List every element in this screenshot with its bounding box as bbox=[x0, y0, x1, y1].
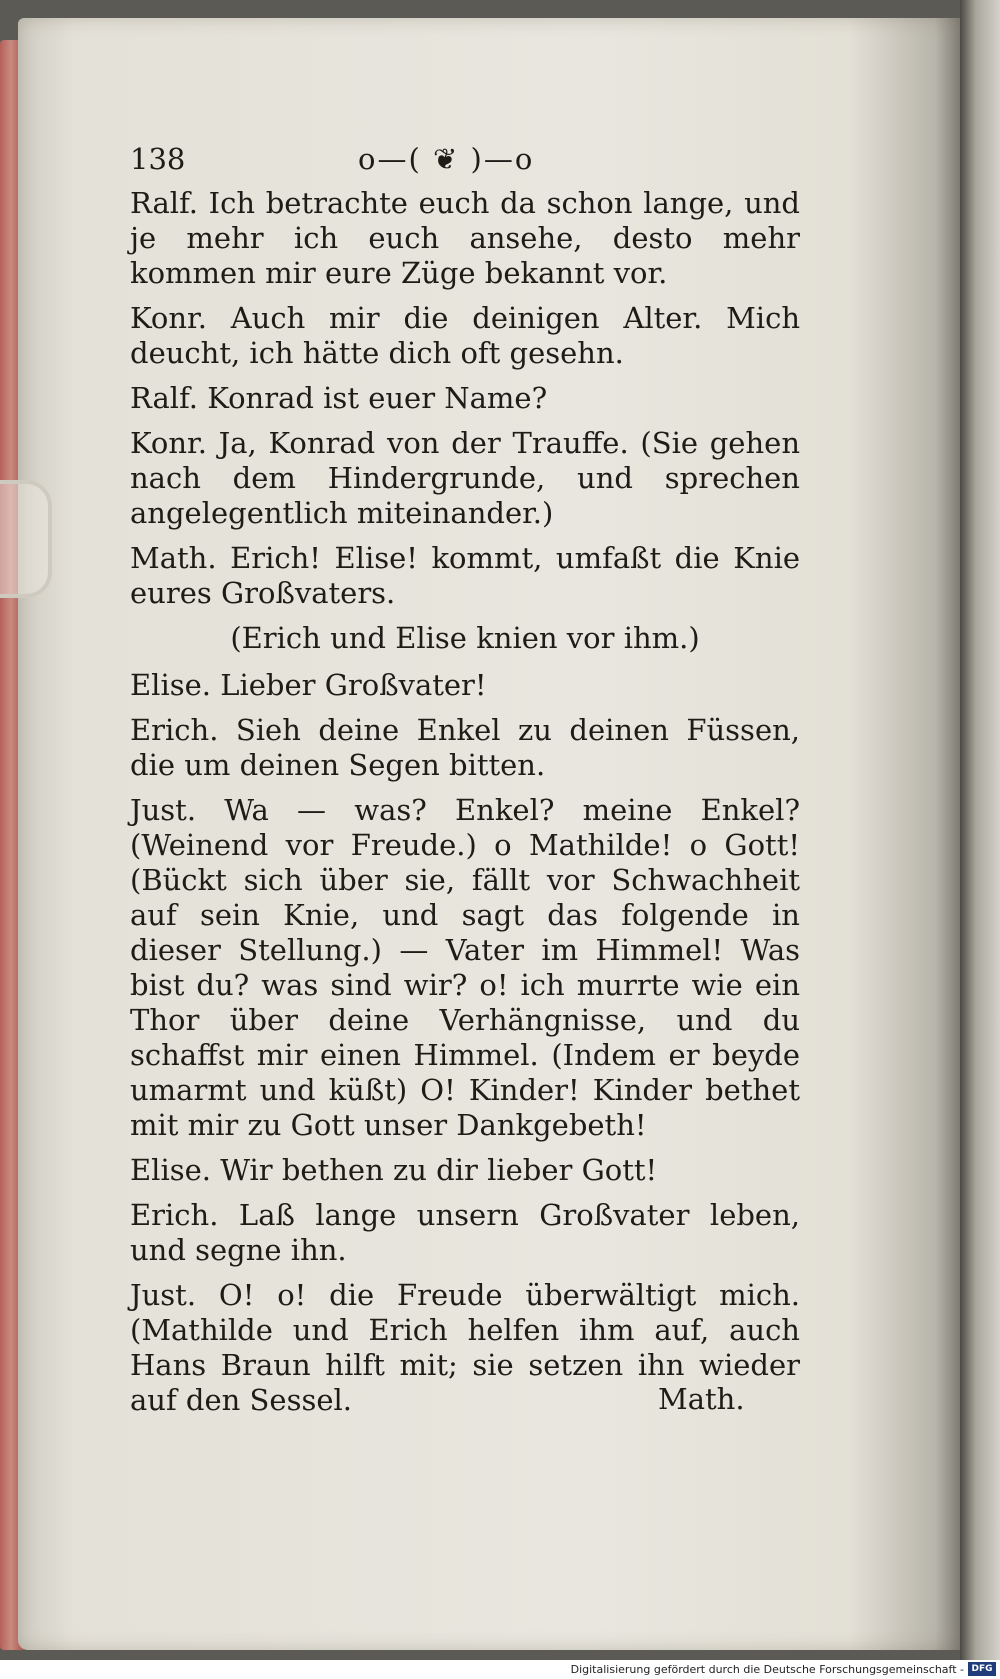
funding-credit: Digitalisierung gefördert durch die Deutsche Forschungsgemeinschaft - bbox=[570, 1663, 964, 1676]
paragraph: Elise. Lieber Großvater! bbox=[130, 668, 487, 702]
digitization-footer bbox=[0, 1660, 1000, 1679]
facing-page-edge bbox=[960, 0, 1000, 1660]
page-text bbox=[130, 140, 800, 1428]
catchword: Math. bbox=[658, 1382, 745, 1416]
stage-direction: (Erich und Elise knien vor ihm.) bbox=[230, 621, 700, 655]
paragraph: Konr. Ja, Konrad von der Trauffe. (Sie gehen nach dem Hindergrunde, und sprechen angelegentlich miteinander.) bbox=[130, 426, 800, 530]
paragraph: Ralf. Konrad ist euer Name? bbox=[130, 381, 548, 415]
page-number: 138 bbox=[130, 142, 186, 176]
paragraph: Just. Wa — was? Enkel? meine Enkel? (Weinend vor Freude.) o Mathilde! o Gott! (Bückt sich über sie, fällt vor Schwachheit auf sein Knie, und sagt das folgende in dieser Stellung.) — Vater im Himmel! Was bist du? was sind wir? o! ich murrte wie ein Thor über deine Verhängnisse, und du schaffst mir einen Himmel. (Indem er beyde umarmt und küßt) O! Kinder! Kinder bethet mit mir zu Gott unser Dankgebeth! bbox=[130, 793, 800, 1142]
page-clip bbox=[0, 480, 52, 598]
dfg-logo: DFG bbox=[968, 1662, 996, 1676]
paragraph: Just. O! o! die Freude überwältigt mich. (Mathilde und Erich helfen ihm auf, auch Hans Braun hilft mit; sie setzen ihn wieder auf den Sessel. bbox=[130, 1278, 800, 1417]
paragraph: Erich. Laß lange unsern Großvater leben, und segne ihn. bbox=[130, 1198, 800, 1267]
paragraph: Konr. Auch mir die deinigen Alter. Mich deucht, ich hätte dich oft gesehn. bbox=[130, 301, 800, 370]
page-header bbox=[130, 140, 800, 180]
header-ornament: o—( ❦ )—o bbox=[358, 142, 535, 176]
paragraph: Math. Erich! Elise! kommt, umfaßt die Knie eures Großvaters. bbox=[130, 541, 800, 610]
paragraph: Ralf. Ich betrachte euch da schon lange, und je mehr ich euch ansehe, desto mehr kommen mir eure Züge bekannt vor. bbox=[130, 186, 800, 290]
paragraph: Elise. Wir bethen zu dir lieber Gott! bbox=[130, 1153, 658, 1187]
paragraph: Erich. Sieh deine Enkel zu deinen Füssen, die um deinen Segen bitten. bbox=[130, 713, 800, 782]
